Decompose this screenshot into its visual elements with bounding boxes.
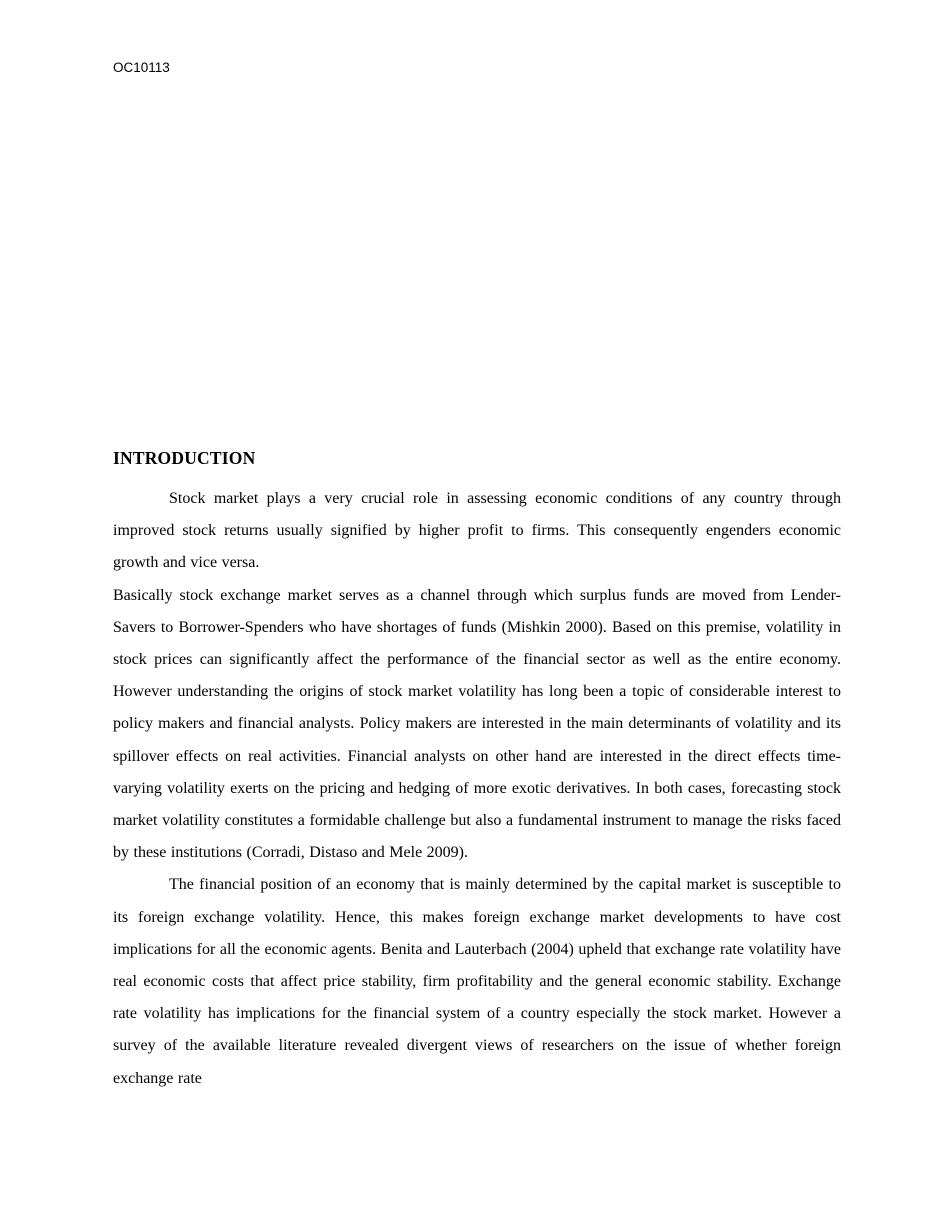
paragraph-financial-position: The financial position of an economy that is mainly determined by the capital market is susceptible to its foreign exchange volatility. Hence, this makes foreign exchange market developments to have cost implications for all the economic agents. Benita and Lauterbach (2004) upheld that exchange rate volatility have real economic costs that affect price stability, firm profitability and the general economic stability. Exchange rate volatility has implications for the financial system of a country especially the stock market. However a survey of the available literature revealed divergent views of researchers on the issue of whether foreign exchange rate — [113, 876, 841, 1087]
paragraph-stock-market-role: Stock market plays a very crucial role in assessing economic conditions of any country through improved stock returns usually signified by higher profit to firms. This consequently engenders economic growth and vice versa. — [113, 490, 841, 572]
document-content — [113, 446, 841, 1095]
page-header-code: OC10113 — [113, 60, 170, 75]
section-title: INTRODUCTION — [113, 448, 256, 468]
paragraph-stock-exchange-channel: Basically stock exchange market serves as a channel through which surplus funds are moved from Lender-Savers to Borrower-Spenders who have shortages of funds (Mishkin 2000). Based on this premise, volatility in stock prices can significantly affect the performance of the financial sector as well as the entire economy. However understanding the origins of stock market volatility has long been a topic of considerable interest to policy makers and financial analysts. Policy makers are interested in the main determinants of volatility and its spillover effects on real activities. Financial analysts on other hand are interested in the direct effects time-varying volatility exerts on the pricing and hedging of more exotic derivatives. In both cases, forecasting stock market volatility constitutes a formidable challenge but also a fundamental instrument to manage the risks faced by these institutions (Corradi, Distaso and Mele 2009). — [113, 586, 841, 862]
